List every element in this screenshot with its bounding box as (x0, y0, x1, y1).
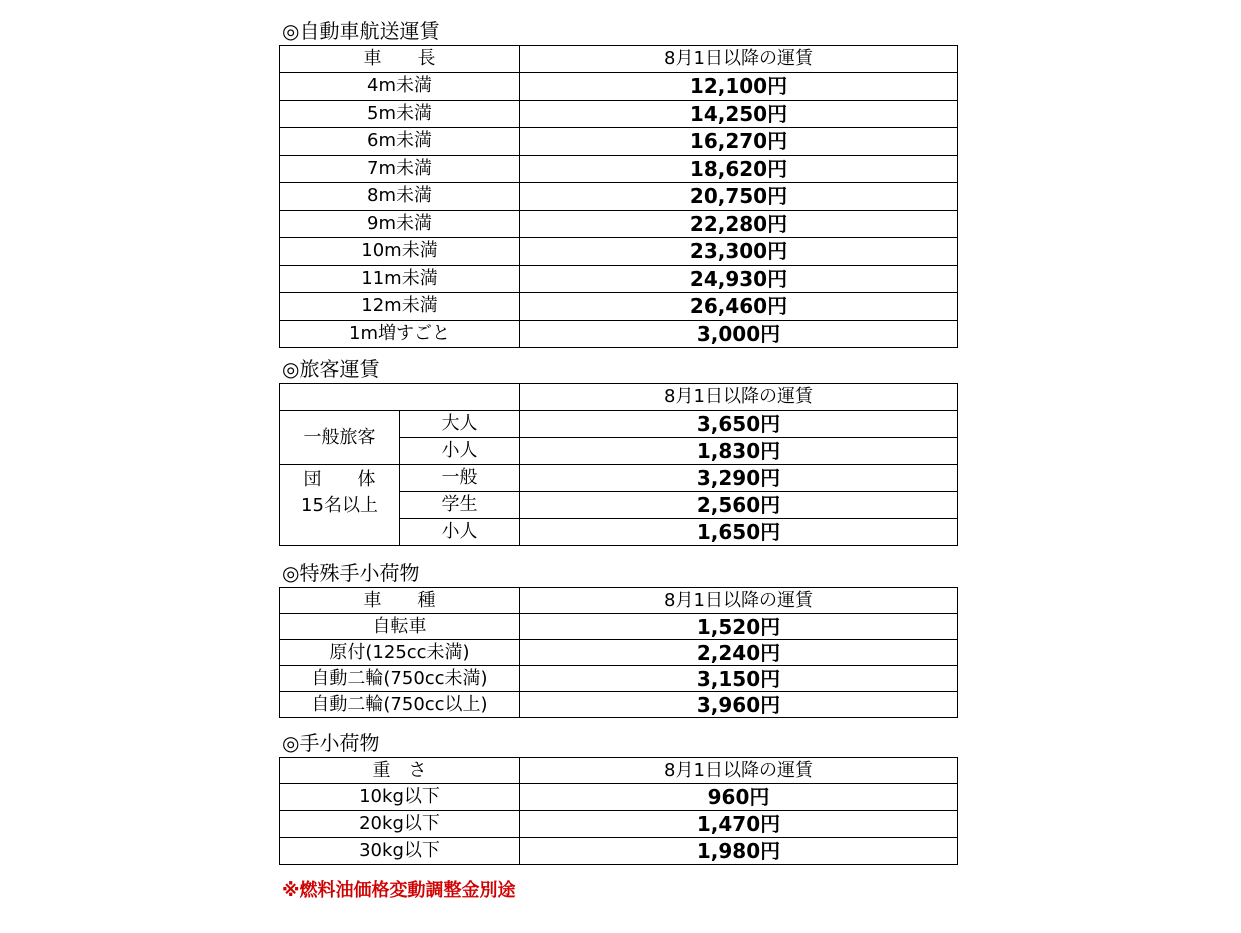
vehicle-length: 9m未満 (280, 210, 520, 238)
fuel-surcharge-note: ※燃料油価格変動調整金別途 (282, 880, 516, 901)
table-row (280, 692, 958, 718)
vehicle-length: 11m未満 (280, 265, 520, 293)
passenger-type: 小人 (400, 519, 520, 546)
table-row (280, 666, 958, 692)
table-row (280, 265, 958, 293)
baggage-weight: 30kg以下 (280, 838, 520, 865)
fare-value: 14,250円 (520, 100, 958, 128)
fare-value: 26,460円 (520, 293, 958, 321)
passenger-fare-title: ◎旅客運賃 (282, 357, 380, 381)
vehicle-length: 6m未満 (280, 128, 520, 156)
vehicle-type: 自動二輪(750cc以上) (280, 692, 520, 718)
table-row (280, 210, 958, 238)
column-header: 8月1日以降の運賃 (520, 588, 958, 614)
fare-value: 3,650円 (520, 411, 958, 438)
table-row (280, 128, 958, 156)
fare-value: 2,240円 (520, 640, 958, 666)
column-header: 8月1日以降の運賃 (520, 384, 958, 411)
fare-value: 960円 (520, 784, 958, 811)
table-row (280, 155, 958, 183)
fare-value: 1,470円 (520, 811, 958, 838)
fare-value: 1,650円 (520, 519, 958, 546)
table-row (280, 811, 958, 838)
group-party-label (280, 465, 400, 546)
passenger-fare-table (279, 383, 958, 546)
table-row (280, 183, 958, 211)
table-header-row (280, 46, 958, 73)
vehicle-length: 8m未満 (280, 183, 520, 211)
column-header: 車 種 (280, 588, 520, 614)
fare-value: 23,300円 (520, 238, 958, 266)
vehicle-type: 自動二輪(750cc未満) (280, 666, 520, 692)
baggage-table (279, 757, 958, 865)
fare-value: 3,290円 (520, 465, 958, 492)
fare-value: 20,750円 (520, 183, 958, 211)
car-fare-table (279, 45, 958, 348)
baggage-weight: 10kg以下 (280, 784, 520, 811)
fare-value: 22,280円 (520, 210, 958, 238)
column-header: 8月1日以降の運賃 (520, 758, 958, 784)
vehicle-length: 10m未満 (280, 238, 520, 266)
fare-value: 1,980円 (520, 838, 958, 865)
special-baggage-title: ◎特殊手小荷物 (282, 561, 420, 585)
vehicle-type: 自転車 (280, 614, 520, 640)
empty-header-cell (280, 384, 520, 411)
vehicle-length: 5m未満 (280, 100, 520, 128)
passenger-type: 学生 (400, 492, 520, 519)
table-row (280, 465, 958, 492)
table-row (280, 293, 958, 321)
fare-value: 1,520円 (520, 614, 958, 640)
fare-value: 16,270円 (520, 128, 958, 156)
vehicle-length: 12m未満 (280, 293, 520, 321)
table-row (280, 838, 958, 865)
baggage-weight: 20kg以下 (280, 811, 520, 838)
passenger-type: 大人 (400, 411, 520, 438)
table-row (280, 320, 958, 348)
table-row (280, 784, 958, 811)
group-party-line-2: 15名以上 (301, 495, 378, 516)
passenger-type: 小人 (400, 438, 520, 465)
vehicle-length: 4m未満 (280, 73, 520, 101)
fare-value: 3,960円 (520, 692, 958, 718)
table-row (280, 100, 958, 128)
fare-value: 1,830円 (520, 438, 958, 465)
column-header: 車 長 (280, 46, 520, 73)
fare-value: 12,100円 (520, 73, 958, 101)
baggage-title: ◎手小荷物 (282, 731, 380, 755)
table-header-row (280, 384, 958, 411)
fare-value: 2,560円 (520, 492, 958, 519)
vehicle-type: 原付(125cc未満) (280, 640, 520, 666)
fare-value: 3,000円 (520, 320, 958, 348)
special-baggage-table (279, 587, 958, 718)
group-party-line-1: 団 体 (303, 469, 376, 490)
fare-value: 24,930円 (520, 265, 958, 293)
table-row (280, 614, 958, 640)
table-header-row (280, 588, 958, 614)
table-row (280, 73, 958, 101)
fare-value: 18,620円 (520, 155, 958, 183)
passenger-type: 一般 (400, 465, 520, 492)
group-general-label: 一般旅客 (280, 411, 400, 465)
table-row (280, 640, 958, 666)
column-header: 重 さ (280, 758, 520, 784)
car-fare-title: ◎自動車航送運賃 (282, 19, 440, 43)
table-row (280, 411, 958, 438)
table-header-row (280, 758, 958, 784)
fare-value: 3,150円 (520, 666, 958, 692)
vehicle-length: 7m未満 (280, 155, 520, 183)
column-header: 8月1日以降の運賃 (520, 46, 958, 73)
table-row (280, 238, 958, 266)
vehicle-length: 1m増すごと (280, 320, 520, 348)
